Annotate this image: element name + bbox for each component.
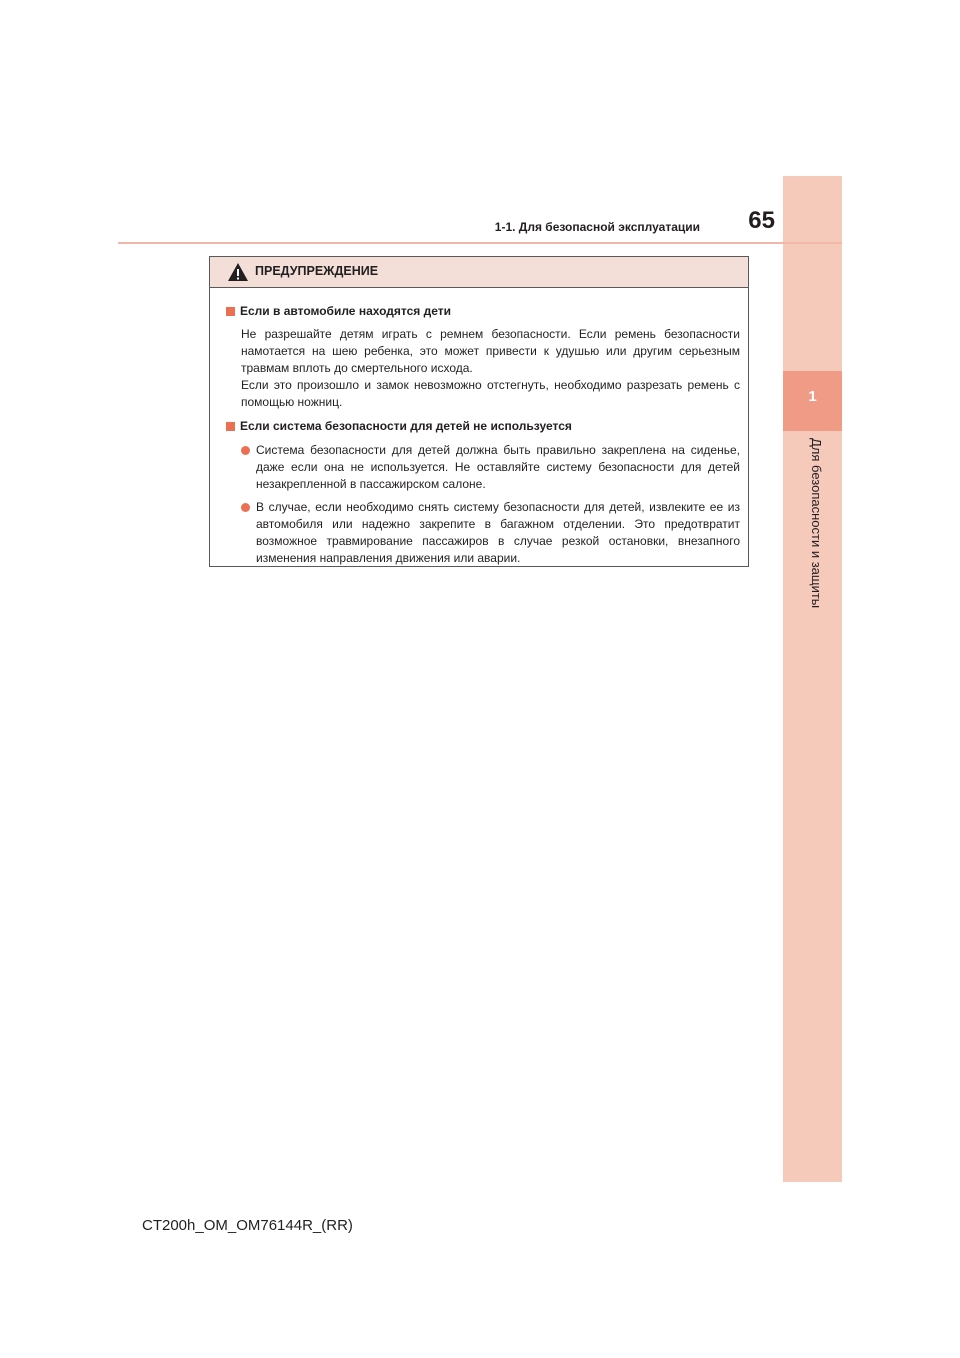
page-number: 65 bbox=[748, 207, 775, 234]
chapter-title: Для безопасности и защиты bbox=[809, 438, 824, 609]
list-item bbox=[241, 499, 740, 567]
warning-triangle-icon bbox=[227, 262, 249, 282]
list-item-text: Система безопасности для детей должна быть правильно закреплена на сиденье, даже если она не используется. Не оставляйте систему безопасности для детей незакрепленной в пассажирском салоне. bbox=[256, 443, 740, 491]
circle-bullet-icon bbox=[241, 446, 250, 455]
square-bullet-icon bbox=[226, 422, 235, 431]
list-item-text: В случае, если необходимо снять систему безопасности для детей, извлеките ее из автомобиля или надежно закрепите в багажном отделении. Это предотвратит возможное травмирование пассажиров в случае резкой остановки, внезапного изменения направления движения или аварии. bbox=[256, 500, 740, 565]
section-title: 1-1. Для безопасной эксплуатации bbox=[494, 220, 700, 234]
section-heading-child-seat bbox=[226, 418, 740, 435]
square-bullet-icon bbox=[226, 307, 235, 316]
section-heading-children bbox=[226, 303, 740, 320]
warning-box bbox=[209, 256, 749, 567]
paragraph: Не разрешайте детям играть с ремнем безопасности. Если ремень безопасности намотается на шею ребенка, это может привести к удушью или другим серьезным травмам вплоть до смертельного исхода. bbox=[241, 327, 740, 375]
circle-bullet-icon bbox=[241, 503, 250, 512]
chapter-number: 1 bbox=[808, 388, 817, 405]
paragraph: Если это произошло и замок невозможно отстегнуть, необходимо разрезать ремень с помощью ножниц. bbox=[241, 378, 740, 409]
section-heading-text: Если система безопасности для детей не используется bbox=[240, 419, 572, 433]
header-divider bbox=[118, 242, 842, 244]
document-code: CT200h_OM_OM76144R_(RR) bbox=[142, 1217, 353, 1234]
warning-title: ПРЕДУПРЕЖДЕНИЕ bbox=[255, 264, 379, 278]
warning-header bbox=[210, 257, 748, 288]
warning-content bbox=[226, 303, 740, 567]
list-item bbox=[241, 442, 740, 493]
side-tab bbox=[783, 176, 842, 1182]
section-heading-text: Если в автомобиле находятся дети bbox=[240, 304, 452, 318]
